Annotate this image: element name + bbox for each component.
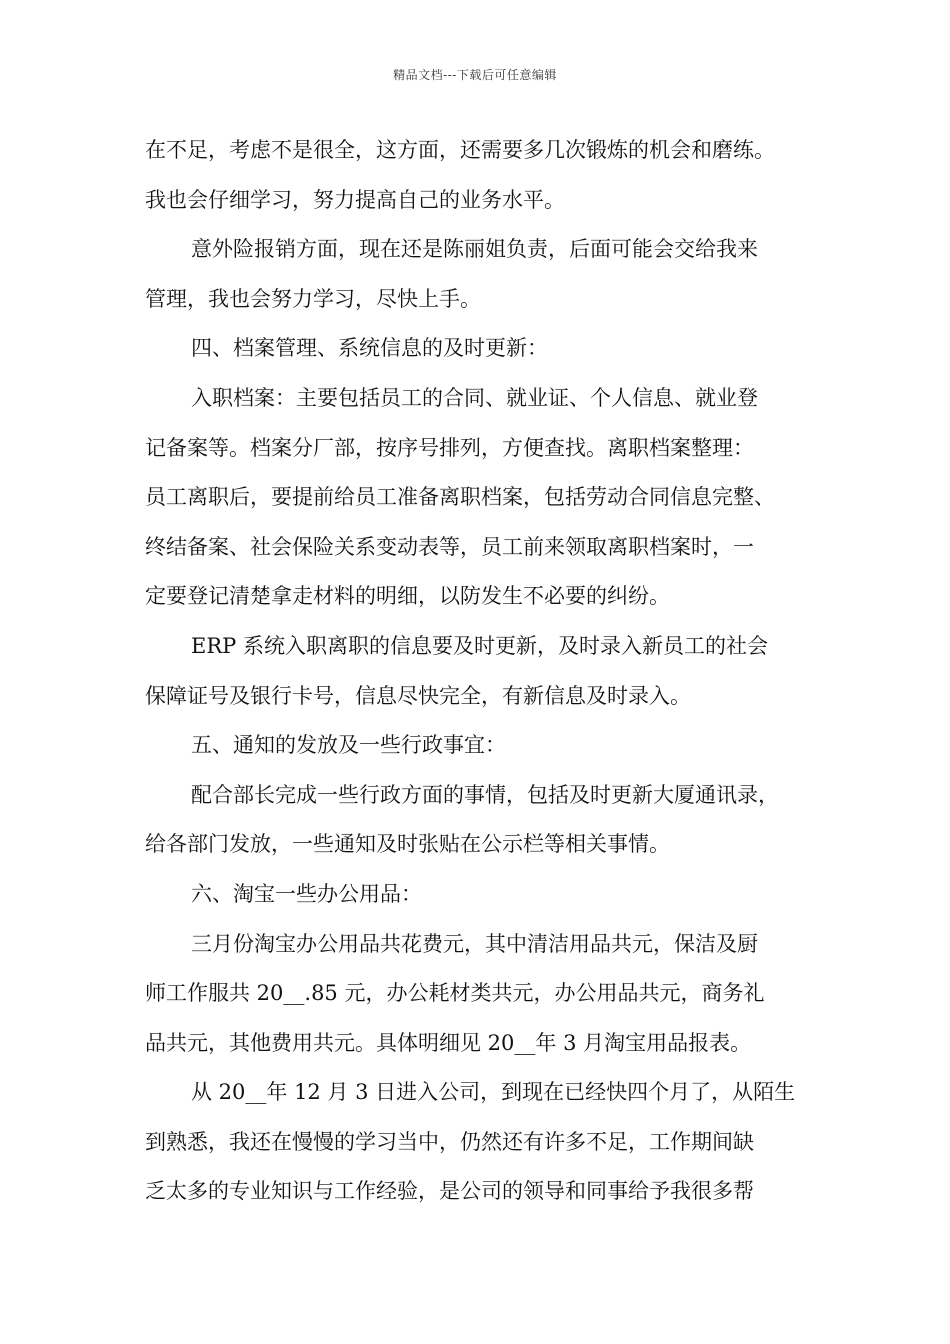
text-line: 从 20__年 12 月 3 日进入公司，到现在已经快四个月了，从陌生 — [191, 1080, 796, 1105]
text-line: 记备案等。档案分厂部，按序号排列，方便查找。离职档案整理： — [145, 435, 754, 460]
text-line: 师工作服共 20__.85 元，办公耗材类共元，办公用品共元，商务礼 — [145, 981, 765, 1006]
document-body — [145, 126, 835, 1217]
text-line: 三月份淘宝办公用品共花费元，其中清洁用品共元，保洁及厨 — [191, 931, 758, 956]
text-line: 终结备案、社会保险关系变动表等，员工前来领取离职档案时，一 — [145, 534, 754, 559]
section-heading: 六、淘宝一些办公用品： — [191, 881, 422, 906]
section-heading: 四、档案管理、系统信息的及时更新： — [191, 336, 548, 361]
text-line: ERP 系统入职离职的信息要及时更新，及时录入新员工的社会 — [191, 633, 768, 658]
text-line: 管理，我也会努力学习，尽快上手。 — [145, 286, 481, 311]
text-line: 乏太多的专业知识与工作经验，是公司的领导和同事给予我很多帮 — [145, 1179, 754, 1204]
text-line: 我也会仔细学习，努力提高自己的业务水平。 — [145, 187, 565, 212]
text-line: 给各部门发放，一些通知及时张贴在公示栏等相关事情。 — [145, 832, 670, 857]
text-line: 在不足，考虑不是很全，这方面，还需要多几次锻炼的机会和磨练。 — [145, 138, 775, 162]
text-line: 意外险报销方面，现在还是陈丽姐负责，后面可能会交给我来 — [191, 237, 758, 262]
text-line: 入职档案：主要包括员工的合同、就业证、个人信息、就业登 — [191, 385, 758, 410]
page-header: 精品文档---下载后可任意编辑 — [393, 68, 557, 82]
text-line: 品共元，其他费用共元。具体明细见 20__年 3 月淘宝用品报表。 — [145, 1030, 752, 1055]
text-line: 到熟悉，我还在慢慢的学习当中，仍然还有许多不足，工作期间缺 — [145, 1129, 754, 1154]
text-line: 保障证号及银行卡号，信息尽快完全，有新信息及时录入。 — [145, 683, 691, 708]
text-line: 配合部长完成一些行政方面的事情，包括及时更新大厦通讯录， — [191, 782, 779, 807]
text-line: 定要登记清楚拿走材料的明细，以防发生不必要的纠纷。 — [145, 584, 670, 609]
section-heading: 五、通知的发放及一些行政事宜： — [191, 733, 506, 758]
text-line: 员工离职后，要提前给员工准备离职档案，包括劳动合同信息完整、 — [145, 485, 775, 510]
